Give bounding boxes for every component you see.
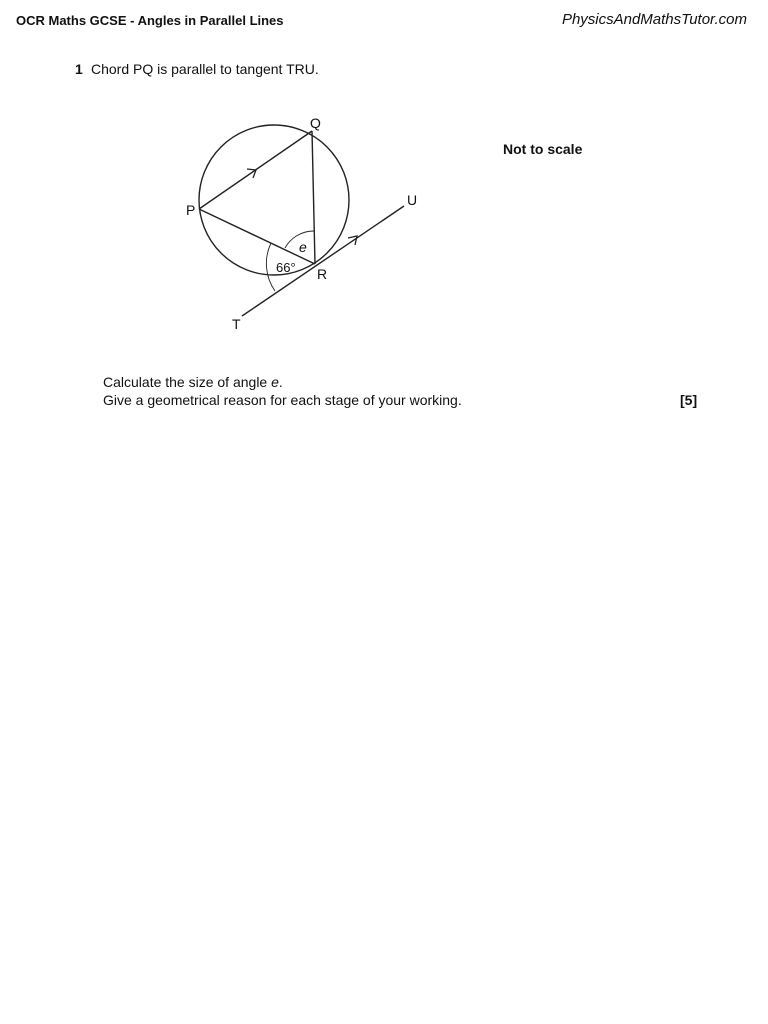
circle xyxy=(199,125,349,275)
label-u: U xyxy=(407,192,418,208)
label-r: R xyxy=(317,266,328,282)
document-title: OCR Maths GCSE - Angles in Parallel Lines xyxy=(16,13,284,28)
instruction-line-1 xyxy=(103,374,283,390)
not-to-scale-note: Not to scale xyxy=(503,141,583,157)
label-t: T xyxy=(232,316,241,332)
instruction-prefix: Calculate the size of angle xyxy=(103,374,272,390)
instruction-variable: e xyxy=(271,374,279,390)
circle-diagram xyxy=(0,0,768,400)
label-angle-66: 66° xyxy=(276,260,296,275)
marks-label: [5] xyxy=(680,392,698,408)
label-angle-e: e xyxy=(299,239,307,255)
instruction-suffix: . xyxy=(278,374,283,390)
question-text: Chord PQ is parallel to tangent TRU. xyxy=(91,61,319,77)
label-q: Q xyxy=(310,115,321,131)
site-name: PhysicsAndMathsTutor.com xyxy=(561,11,747,28)
angle-arc-66 xyxy=(266,243,275,291)
chord-qr xyxy=(312,131,315,264)
instruction-line-2: Give a geometrical reason for each stage of your working. xyxy=(103,392,462,408)
question-number: 1 xyxy=(75,61,83,77)
chord-pr xyxy=(199,209,315,264)
label-p: P xyxy=(186,202,196,218)
